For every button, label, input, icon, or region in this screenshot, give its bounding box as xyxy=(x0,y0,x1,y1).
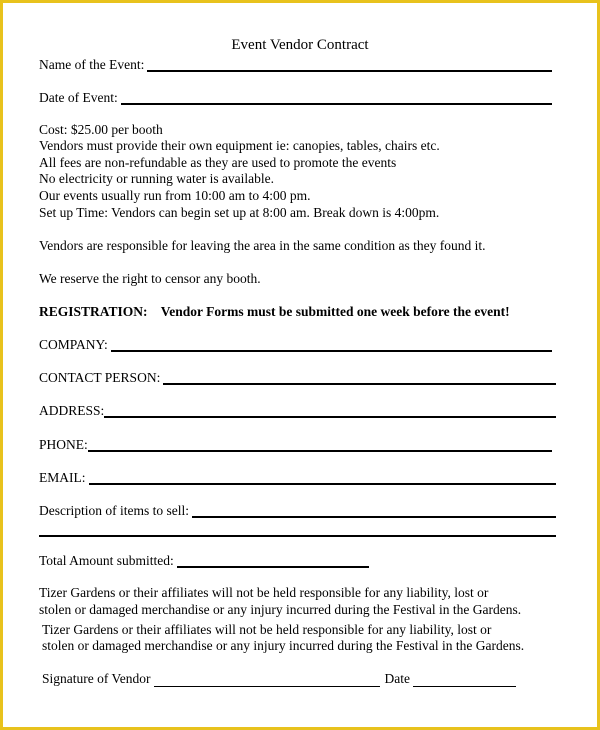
contact-label: CONTACT PERSON: xyxy=(39,370,161,385)
disclaimer-2-line-2: stolen or damaged merchandise or any injury incurred during the Festival in the Gardens. xyxy=(42,638,525,653)
description-line-2[interactable] xyxy=(39,535,556,537)
total-line[interactable] xyxy=(177,554,369,568)
event-date-line[interactable] xyxy=(121,91,552,105)
company-line[interactable] xyxy=(111,338,552,352)
event-name-field[interactable] xyxy=(39,57,552,73)
company-field[interactable] xyxy=(39,337,552,353)
phone-line[interactable] xyxy=(88,438,552,452)
address-field[interactable] xyxy=(39,403,556,419)
responsibility-text: Vendors are responsible for leaving the area in the same condition as they found it. xyxy=(39,238,486,253)
cost-text: Cost: $25.00 per booth xyxy=(39,122,163,137)
contact-field[interactable] xyxy=(39,370,556,386)
event-name-label: Name of the Event: xyxy=(39,57,145,72)
electricity-text: No electricity or running water is available. xyxy=(39,171,275,186)
signature-line[interactable] xyxy=(154,674,380,687)
email-label: EMAIL: xyxy=(39,470,86,485)
event-date-field[interactable] xyxy=(39,90,552,106)
disclaimer-1-line-2: stolen or damaged merchandise or any injury incurred during the Festival in the Gardens. xyxy=(39,602,522,617)
address-label: ADDRESS: xyxy=(39,403,105,418)
company-label: COMPANY: xyxy=(39,337,108,352)
total-field[interactable] xyxy=(39,553,369,569)
phone-field[interactable] xyxy=(39,437,552,453)
description-label: Description of items to sell: xyxy=(39,503,189,518)
address-line[interactable] xyxy=(104,404,556,418)
signature-label: Signature of Vendor xyxy=(42,671,151,686)
event-date-label: Date of Event: xyxy=(39,90,118,105)
signature-row xyxy=(42,671,516,687)
hours-text: Our events usually run from 10:00 am to 4:00 pm. xyxy=(39,188,311,203)
registration-notice: REGISTRATION: Vendor Forms must be submitted one week before the event! xyxy=(39,304,510,319)
disclaimer-2-line-1: Tizer Gardens or their affiliates will not be held responsible for any liability, lost or xyxy=(42,622,492,637)
censor-text: We reserve the right to censor any booth. xyxy=(39,271,261,286)
fees-text: All fees are non-refundable as they are used to promote the events xyxy=(39,155,397,170)
email-field[interactable] xyxy=(39,470,556,486)
total-label: Total Amount submitted: xyxy=(39,553,174,568)
phone-label: PHONE: xyxy=(39,437,88,452)
equipment-text: Vendors must provide their own equipment ie: canopies, tables, chairs etc. xyxy=(39,138,440,153)
document-title: Event Vendor Contract xyxy=(231,37,369,53)
setup-text: Set up Time: Vendors can begin set up at 8:00 am. Break down is 4:00pm. xyxy=(39,205,440,220)
email-line[interactable] xyxy=(89,471,557,485)
description-line[interactable] xyxy=(192,504,556,518)
disclaimer-1-line-1: Tizer Gardens or their affiliates will not be held responsible for any liability, lost or xyxy=(39,585,489,600)
contact-line[interactable] xyxy=(163,371,556,385)
date-label: Date xyxy=(384,671,410,686)
description-field[interactable] xyxy=(39,503,556,519)
date-line[interactable] xyxy=(413,674,516,687)
event-name-line[interactable] xyxy=(147,58,552,72)
